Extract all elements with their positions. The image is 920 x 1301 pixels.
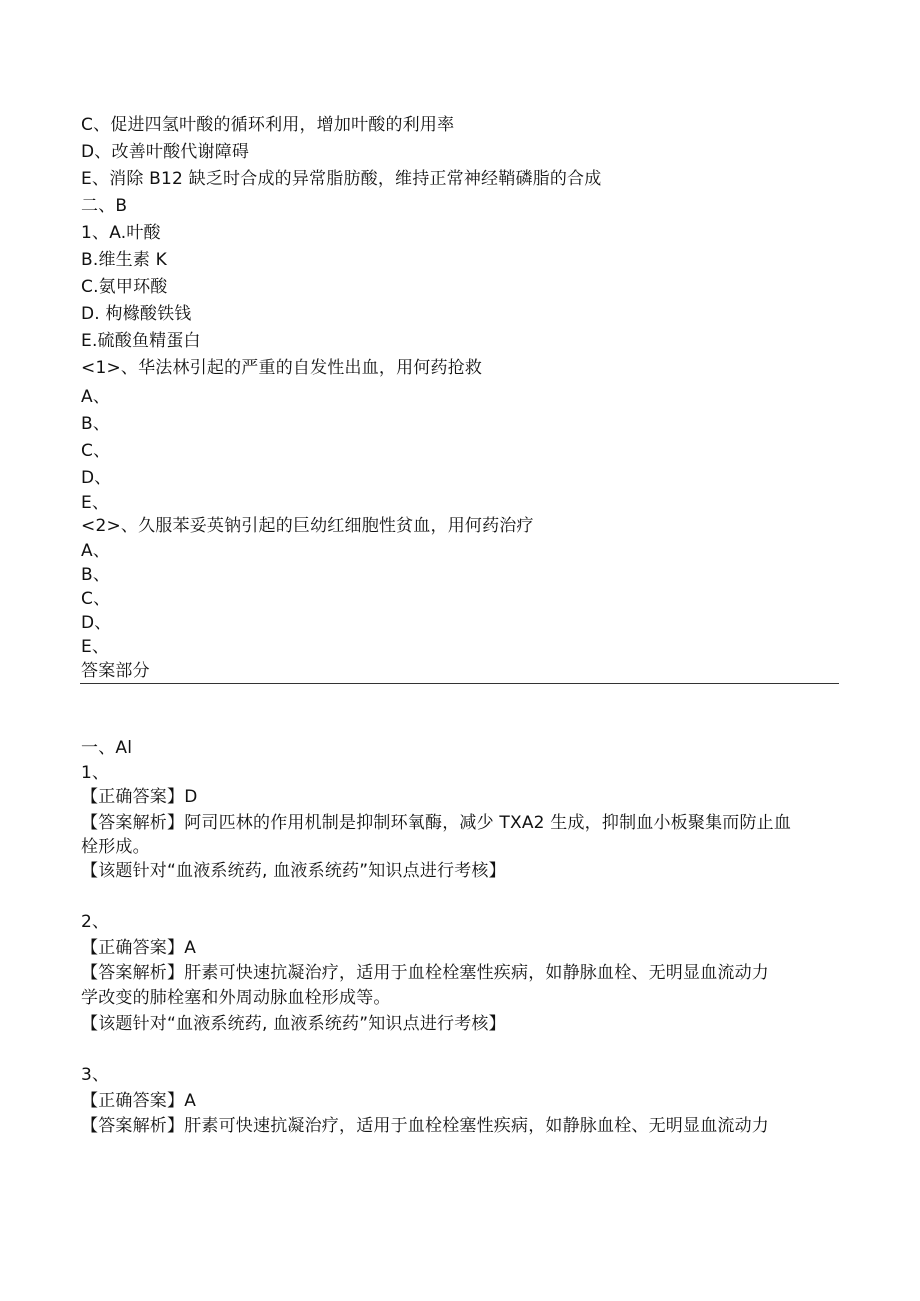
sub-question-1: <1>、华法林引起的严重的自发性出血，用何药抢救 (81, 358, 483, 378)
answer-3-correct: 【正确答案】A (81, 1091, 197, 1111)
option-d: D、改善叶酸代谢障碍 (81, 142, 250, 162)
answer-1-number: 1、 (81, 763, 110, 783)
answer-2-topic: 【该题针对“血液系统药, 血液系统药”知识点进行考核】 (81, 1014, 506, 1034)
option-c: C、促进四氢叶酸的循环利用，增加叶酸的利用率 (81, 115, 455, 135)
section-b-heading: 二、B (81, 196, 128, 216)
answer-2-number: 2、 (81, 912, 110, 932)
answer-1-analysis: 【答案解析】阿司匹林的作用机制是抑制环氧酶，减少 TXA2 生成，抑制血小板聚集而防止血 (81, 813, 792, 833)
group1-option-d: D. 枸橼酸铁钱 (81, 304, 192, 324)
sub2-choice-e: E、 (81, 637, 110, 657)
group1-option-b: B.维生素 K (81, 250, 168, 270)
answer-2-analysis: 【答案解析】肝素可快速抗凝治疗，适用于血栓栓塞性疾病，如静脉血栓、无明显血流动力 (81, 963, 769, 983)
sub1-choice-e: E、 (81, 493, 110, 513)
answer-section-heading: 一、Al (81, 738, 133, 758)
answer-1-topic: 【该题针对“血液系统药, 血液系统药”知识点进行考核】 (81, 861, 506, 881)
sub1-choice-c: C、 (81, 441, 111, 461)
sub2-choice-a: A、 (81, 541, 111, 561)
group1-option-e: E.硫酸鱼精蛋白 (81, 331, 201, 351)
answer-1-correct: 【正确答案】D (81, 787, 198, 807)
option-e: E、消除 B12 缺乏时合成的异常脂肪酸，维持正常神经鞘磷脂的合成 (81, 169, 602, 189)
group1-option-a: 1、A.叶酸 (81, 223, 161, 243)
sub2-choice-d: D、 (81, 613, 112, 633)
group1-option-c: C.氨甲环酸 (81, 277, 168, 297)
answer-2-correct: 【正确答案】A (81, 938, 197, 958)
answer-part-title: 答案部分 (81, 661, 150, 681)
answer-1-analysis-cont: 栓形成。 (81, 837, 150, 857)
answer-2-analysis-cont: 学改变的肺栓塞和外周动脉血栓形成等。 (81, 988, 391, 1008)
section-divider (80, 683, 839, 684)
sub1-choice-d: D、 (81, 468, 112, 488)
sub-question-2: <2>、久服苯妥英钠引起的巨幼红细胞性贫血，用何药治疗 (81, 516, 534, 536)
answer-3-analysis: 【答案解析】肝素可快速抗凝治疗，适用于血栓栓塞性疾病，如静脉血栓、无明显血流动力 (81, 1116, 769, 1136)
sub1-choice-b: B、 (81, 414, 111, 434)
sub1-choice-a: A、 (81, 387, 111, 407)
answer-3-number: 3、 (81, 1065, 110, 1085)
sub2-choice-c: C、 (81, 589, 111, 609)
sub2-choice-b: B、 (81, 565, 111, 585)
